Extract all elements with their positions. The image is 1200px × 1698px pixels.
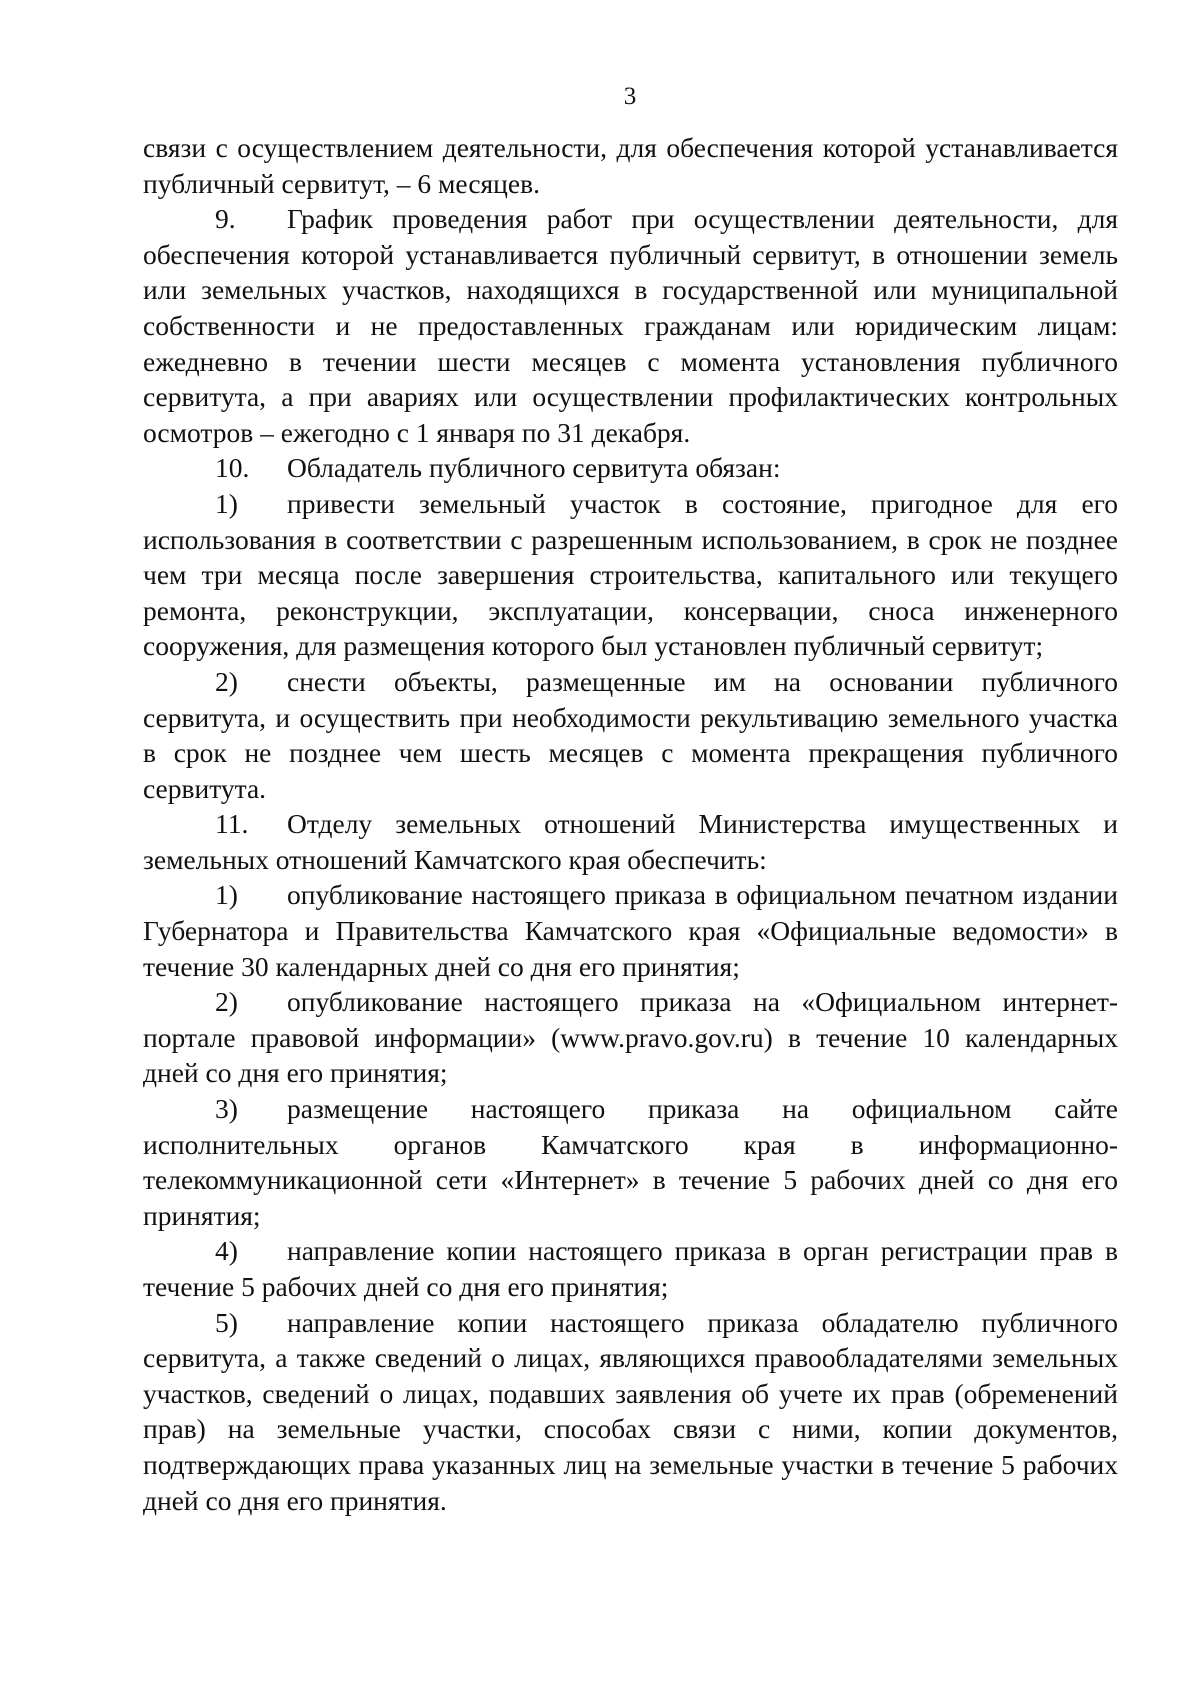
paragraph-text: размещение настоящего приказа на официальном сайте исполнительных органов Камчатского края в информационно-телекоммуникационной сети «Интернет» в течение 5 рабочих дней со дня его принятия; — [143, 1093, 1118, 1231]
paragraph-item-9 — [143, 201, 1118, 450]
page-number: 3 — [623, 83, 637, 110]
paragraph-text: привести земельный участок в состояние, пригодное для его использования в соответствии с разрешенным использованием, в срок не позднее чем три месяца после завершения строительства, капитального или текущего ремонта, реконструкции, эксплуатации, консервации, сноса инженерного сооружения, для размещения которого был установлен публичный сервитут; — [143, 487, 1118, 662]
paragraph-number: 1) — [215, 487, 238, 519]
paragraph-number: 5) — [215, 1306, 238, 1338]
paragraph-subitem-11-5 — [143, 1305, 1118, 1519]
paragraph-text: опубликование настоящего приказа в официальном печатном издании Губернатора и Правительства Камчатского края «Официальные ведомости» в течение 30 календарных дней со дня его принятия; — [143, 879, 1118, 982]
document-body — [143, 130, 1118, 1518]
paragraph-continuation — [143, 130, 1118, 201]
paragraph-subitem-11-4 — [143, 1233, 1118, 1304]
paragraph-number: 4) — [215, 1235, 238, 1267]
paragraph-subitem-11-2 — [143, 984, 1118, 1091]
paragraph-text: опубликование настоящего приказа на «Официальном интернет-портале правовой информации» (www.pravo.gov.ru) в течение 10 календарных дней со дня его принятия; — [143, 986, 1118, 1089]
paragraph-number: 2) — [215, 986, 238, 1018]
paragraph-text: Отделу земельных отношений Министерства имущественных и земельных отношений Камчатского края обеспечить: — [143, 808, 1118, 875]
paragraph-number: 9. — [215, 203, 236, 235]
paragraph-item-11 — [143, 806, 1118, 877]
paragraph-item-10 — [143, 450, 1118, 486]
paragraph-text: направление копии настоящего приказа в орган регистрации прав в течение 5 рабочих дней со дня его принятия; — [143, 1235, 1118, 1302]
paragraph-number: 11. — [215, 808, 249, 840]
paragraph-subitem-10-2 — [143, 664, 1118, 806]
paragraph-text: Обладатель публичного сервитута обязан: — [287, 452, 781, 484]
paragraph-text: связи с осуществлением деятельности, для обеспечения которой устанавливается публичный сервитут, – 6 месяцев. — [143, 132, 1118, 199]
paragraph-text: направление копии настоящего приказа обладателю публичного сервитута, а также сведений о лицах, являющихся правообладателями земельных участков, сведений о лицах, подавших заявления об учете их прав (обременений прав) на земельные участки, способах связи с ними, копии документов, подтверждающих права указанных лиц на земельные участки в течение 5 рабочих дней со дня его принятия. — [143, 1306, 1118, 1516]
paragraph-number: 10. — [215, 452, 250, 484]
paragraph-subitem-11-1 — [143, 877, 1118, 984]
paragraph-number: 3) — [215, 1093, 238, 1125]
paragraph-text: снести объекты, размещенные им на основании публичного сервитута, и осуществить при необходимости рекультивацию земельного участка в срок не позднее чем шесть месяцев с момента прекращения публичного сервитута. — [143, 665, 1118, 804]
paragraph-subitem-10-1 — [143, 486, 1118, 664]
paragraph-text: График проведения работ при осуществлении деятельности, для обеспечения которой устанавливается публичный сервитут, в отношении земель или земельных участков, находящихся в государственной или муниципальной собственности и не предоставленных гражданам или юридическим лицам: ежедневно в течении шести месяцев с момента установления публичного сервитута, а при авариях или осуществлении профилактических контрольных осмотров – ежегодно с 1 января по 31 декабря. — [143, 203, 1118, 448]
paragraph-subitem-11-3 — [143, 1091, 1118, 1233]
paragraph-number: 2) — [215, 665, 238, 697]
paragraph-number: 1) — [215, 879, 238, 911]
